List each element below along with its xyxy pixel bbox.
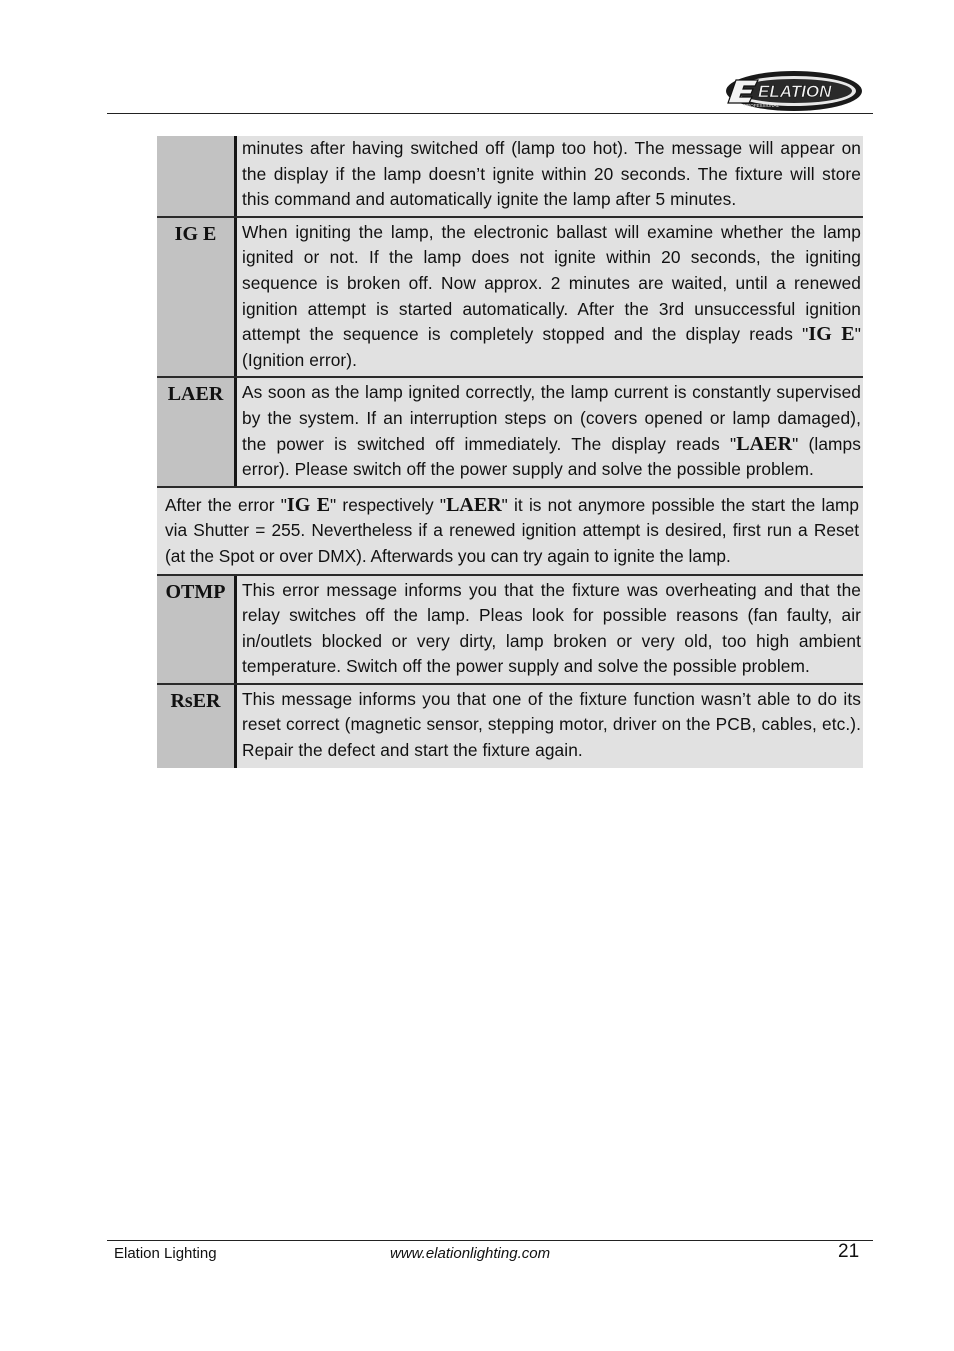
note-part1: After the error " [165,494,287,515]
error-description-ige [237,218,863,377]
error-description-otmp: This error message informs you that the fixture was overheating and that the relay switches off the lamp. Pleas look for possible reasons (fan faulty, air in/outlets blocked or very dirty, lamp broken or very old, too high ambient temperature. Switch off the power supply and solve the possible problem. [242,579,861,677]
ige-text-before: When igniting the lamp, the electronic ballast will examine whether the lamp ignited or not. If the lamp does not ignite within 20 seconds, the igniting sequence is broken off. Now approx. 2 minutes are waited, until a renewed ignition attempt is started automatically. After the 3rd unsuccessful ignition attempt the sequence is completely stopped and the display reads " [242,221,861,345]
error-code-laer: LAER [157,378,237,485]
laer-text-before: As soon as the lamp ignited correctly, the lamp current is constantly supervised by the system. If an interruption steps on (covers opened or lamp damaged), the power is switched off immediately. The display reads " [242,382,861,454]
logo-wordmark: ELATION [758,82,832,101]
note-code-laer: LAER [446,493,502,516]
note-code-ige: IG E [286,493,331,516]
footer-website: www.elationlighting.com [390,1245,551,1262]
note-part2: " respectively " [330,494,447,515]
error-code-ige: IG E [157,218,237,377]
error-description-laer [237,378,863,485]
continuation-text: minutes after having switched off (lamp too hot). The message will appear on the display if the lamp doesn’t ignite within 20 seconds. The fixture will store this command and automatically ignite the lamp after 5 minutes. [242,138,861,210]
laer-text-after: " (lamps error). Please switch off the power supply and solve the possible problem. [242,433,861,480]
ige-inline-code: IG E [808,323,855,346]
table-row-continuation [157,136,863,218]
elation-logo-graphic [722,66,864,114]
page-number: 21 [838,1241,860,1262]
table-row-otmp [157,576,863,685]
error-table [157,136,863,768]
footer-rule [107,1240,873,1241]
table-row-laer [157,378,863,487]
laer-inline-code: LAER [736,432,793,455]
reset-note [157,488,863,576]
table-row-rser [157,685,863,768]
logo-subtext: PROFESSIONAL [744,103,780,108]
note-part3: " it is not anymore possible the start the lamp via Shutter = 255. Nevertheless if a renewed ignition attempt is desired, first run a Reset (at the Spot or over DMX). Afterwards you can try again to ignite the lamp. [165,494,859,566]
table-row-ige [157,218,863,379]
footer-company: Elation Lighting [114,1245,217,1262]
error-description-rser: This message informs you that one of the fixture function wasn’t able to do its reset correct (magnetic sensor, stepping motor, driver on the PCB, cables, etc.). Repair the defect and start the fixture again. [242,688,861,761]
error-code-cell-empty [157,136,237,216]
elation-logo [722,66,864,114]
error-code-otmp: OTMP [157,576,237,683]
ige-text-after: " (Ignition error). [242,324,861,370]
error-code-rser: RsER [157,685,237,768]
